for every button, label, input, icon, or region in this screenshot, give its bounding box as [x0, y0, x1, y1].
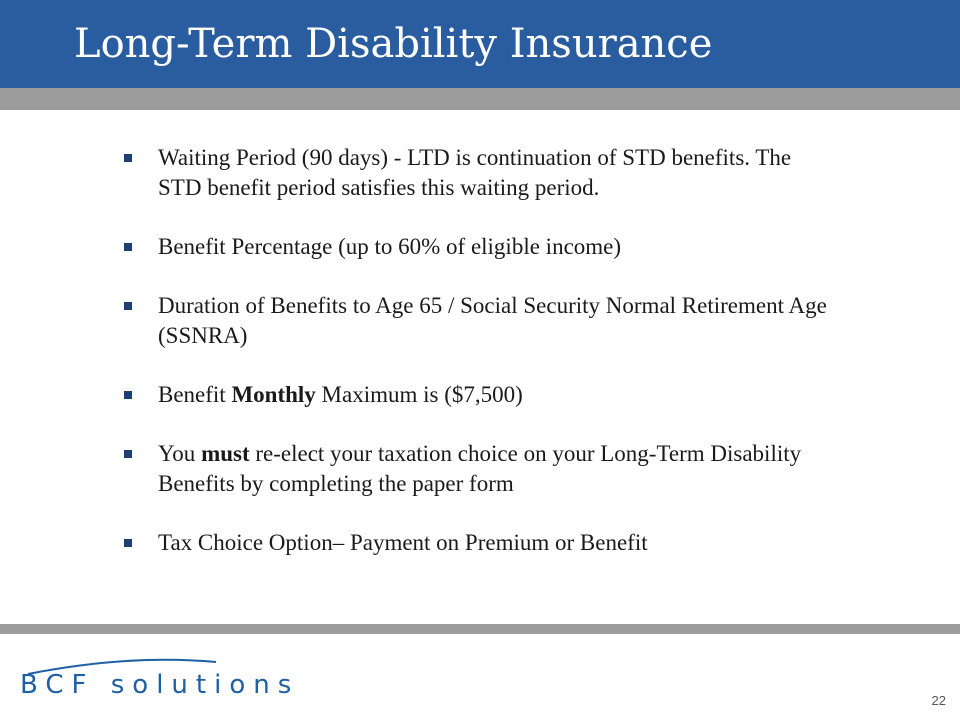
- bullet-emphasis: Monthly: [231, 382, 316, 407]
- bullet-item: [120, 439, 840, 499]
- square-bullet-icon: [124, 243, 132, 251]
- bullet-text: Tax Choice Option– Payment on Premium or Benefit: [158, 530, 648, 555]
- bullet-text: Waiting Period (90 days) - LTD is continuation of STD benefits. The STD benefit period satisfies this waiting period.: [158, 145, 792, 200]
- title-bar: [0, 0, 960, 88]
- bullet-emphasis: must: [201, 441, 250, 466]
- page-number: 22: [931, 693, 946, 708]
- logo-text: BCF solutions: [20, 670, 300, 700]
- square-bullet-icon: [124, 450, 132, 458]
- bullet-text: Duration of Benefits to Age 65 / Social Security Normal Retirement Age (SSNRA): [158, 293, 827, 348]
- bullet-item: [120, 528, 840, 558]
- bullet-item: [120, 380, 840, 410]
- bullet-item: [120, 143, 840, 203]
- header-divider-bar: [0, 88, 960, 110]
- square-bullet-icon: [124, 539, 132, 547]
- bullet-text: re-elect your taxation choice on your Long-Term Disability Benefits by completing the paper form: [158, 441, 802, 496]
- bullet-text: Maximum is ($7,500): [315, 382, 523, 407]
- square-bullet-icon: [124, 391, 132, 399]
- bullet-item: [120, 232, 840, 262]
- bullet-item: [120, 291, 840, 351]
- square-bullet-icon: [124, 154, 132, 162]
- bullet-list: [120, 143, 840, 587]
- slide-title: Long-Term Disability Insurance: [74, 21, 713, 67]
- bullet-text: Benefit: [158, 382, 232, 407]
- footer-divider-bar: [0, 624, 960, 634]
- square-bullet-icon: [124, 302, 132, 310]
- bcf-solutions-logo: [20, 652, 300, 702]
- bullet-text: You: [158, 441, 202, 466]
- bullet-text: Benefit Percentage (up to 60% of eligible income): [158, 234, 622, 259]
